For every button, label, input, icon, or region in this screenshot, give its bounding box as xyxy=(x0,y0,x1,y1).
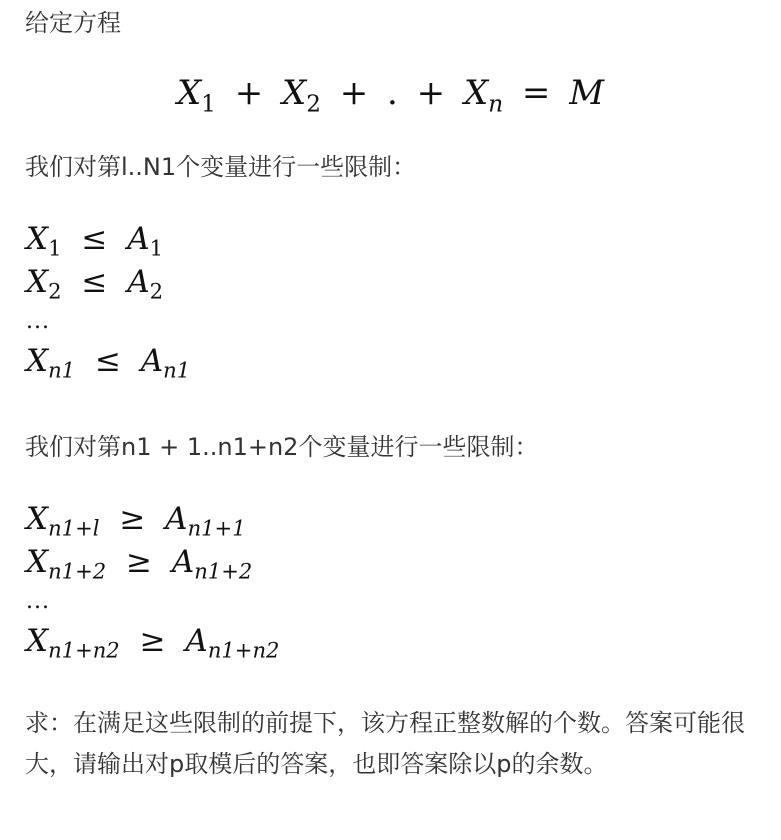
rhs-sub: n1 xyxy=(163,357,191,383)
lhs-sub: 1 xyxy=(48,235,62,261)
section1-constraints xyxy=(26,218,190,383)
lhs-var: X xyxy=(26,501,49,537)
constraint-line xyxy=(26,218,190,261)
rhs-var: A xyxy=(171,544,195,580)
constraint-line xyxy=(26,541,279,584)
eq-sub: 2 xyxy=(306,91,321,118)
rhs-var: A xyxy=(140,343,164,379)
eq-var: X xyxy=(176,73,202,113)
rhs-var: A xyxy=(165,501,188,537)
intro-text: 给定方程 xyxy=(25,9,121,37)
section2-heading: 我们对第n1 + 1..n1+n2个变量进行一些限制： xyxy=(25,433,539,461)
lhs-var: X xyxy=(26,343,49,379)
eq-dot: . xyxy=(387,73,398,113)
lhs-var: X xyxy=(26,264,49,300)
lhs-var: X xyxy=(26,544,49,580)
relation-op: ≥ xyxy=(119,501,146,537)
rhs-var: A xyxy=(127,221,150,257)
lhs-sub: n1+2 xyxy=(48,558,107,584)
constraint-line xyxy=(26,261,190,304)
lhs-var: X xyxy=(26,623,49,659)
section1-heading: 我们对第l..N1个变量进行一些限制： xyxy=(25,153,417,181)
main-equation xyxy=(0,73,781,118)
eq-rhs: M xyxy=(569,73,605,113)
rhs-sub: n1+1 xyxy=(187,515,246,541)
relation-op: ≤ xyxy=(94,343,121,379)
constraint-line xyxy=(26,340,190,383)
constraint-line xyxy=(26,498,279,541)
eq-plus: + xyxy=(234,73,264,113)
rhs-sub: n1+2 xyxy=(194,558,253,584)
rhs-sub: n1+n2 xyxy=(207,637,280,663)
lhs-var: X xyxy=(26,221,49,257)
eq-plus: + xyxy=(416,73,446,113)
ellipsis: ... xyxy=(26,309,50,334)
eq-sub: n xyxy=(488,91,504,118)
relation-op: ≥ xyxy=(139,623,166,659)
relation-op: ≥ xyxy=(126,544,152,580)
eq-equals: = xyxy=(521,73,551,113)
question-text: 求：在满足这些限制的前提下，该方程正整数解的个数。答案可能很大，请输出对p取模后的答案，也即答案除以p的余数。 xyxy=(25,709,745,778)
rhs-var: A xyxy=(127,264,150,300)
eq-var: X xyxy=(463,73,489,113)
rhs-sub: 1 xyxy=(149,235,164,261)
eq-var: X xyxy=(282,73,307,113)
lhs-sub: 2 xyxy=(48,278,62,304)
relation-op: ≤ xyxy=(81,264,108,300)
section2-constraints xyxy=(26,498,279,663)
relation-op: ≤ xyxy=(81,221,108,257)
eq-sub: 1 xyxy=(201,91,216,118)
constraint-line xyxy=(26,620,279,663)
lhs-sub: n1+l xyxy=(48,515,100,541)
lhs-sub: n1 xyxy=(48,357,76,383)
rhs-sub: 2 xyxy=(149,278,164,304)
ellipsis: ... xyxy=(26,589,50,614)
eq-plus: + xyxy=(339,73,369,113)
rhs-var: A xyxy=(185,623,208,659)
lhs-sub: n1+n2 xyxy=(48,637,120,663)
